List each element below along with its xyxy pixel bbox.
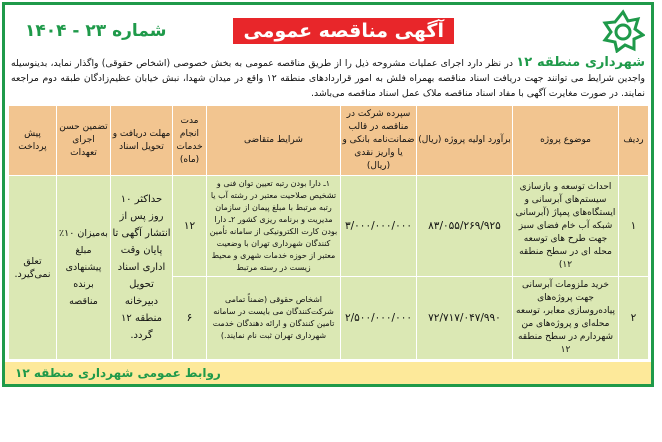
notice-title: آگهی مناقصه عمومی bbox=[233, 18, 454, 44]
row-no: ۱ bbox=[619, 176, 649, 277]
footer-text: روابط عمومی شهرداری منطقه ۱۲ bbox=[15, 366, 221, 380]
table-row bbox=[9, 176, 649, 277]
duration: ۶ bbox=[173, 277, 207, 360]
col-deadline: مهلت دریافت و تحویل اسناد bbox=[111, 106, 173, 176]
intro-paragraph bbox=[11, 55, 645, 101]
col-row-no: ردیف bbox=[619, 106, 649, 176]
intro-text: در نظر دارد اجرای عملیات مشروحه ذیل را از طریق مناقصه عمومی به بخش خصوصی (اشخاص حقوقی) واگذار نماید، بدینوسیله واجدین شرایط می توانند جهت دریافت اسناد مناقصه بهمراه فلش به امور قراردادهای منطقه ۱۲ واقع در میدان شهدا، نبش خیابان عظیم‌زادگان طبقه دوم مراجعه نمایند. در صورت مغایرت آگهی با مفاد اسناد مناقصه ملاک عمل اسناد مناقصه می‌باشد. bbox=[11, 58, 645, 99]
conditions: ۱ـ دارا بودن رتبه تعیین توان فنی و تشخیص صلاحیت معتبر در رشته آب یا رتبه مرتبط با مبلغ پیمان از سازمان مدیریت و برنامه ریزی کشور ۲ـ دارا بودن کارت الکترونیکی از سامانه تأمین کنندگان شهرداری تهران با وضعیت معتبر از حوزه خدمات شهری و محیط زیست در رسته مرتبط bbox=[207, 176, 341, 277]
col-duration: مدت انجام خدمات (ماه) bbox=[173, 106, 207, 176]
duration: ۱۲ bbox=[173, 176, 207, 277]
col-subject: موضوع پروژه bbox=[513, 106, 619, 176]
footer-bar bbox=[5, 362, 651, 384]
col-estimate: برآورد اولیه پروژه (ریال) bbox=[417, 106, 513, 176]
col-conditions: شرایط متقاضی bbox=[207, 106, 341, 176]
col-guarantee: تضمین حسن اجرای تعهدات bbox=[57, 106, 111, 176]
row-no: ۲ bbox=[619, 277, 649, 360]
subject: خرید ملزومات آبرسانی جهت پروژه‌های پیاده‌روسازی معابر، توسعه محله‌ای و پروژه‌های من شهردارم در سطح منطقه ۱۲ bbox=[513, 277, 619, 360]
notice-header bbox=[5, 5, 651, 55]
deadline: حداکثر ۱۰ روز پس از انتشار آگهی تا پایان وقت اداری اسناد تحویل دبیرخانه منطقه ۱۲ گردد. bbox=[111, 176, 173, 360]
conditions: اشخاص حقوقی (ضمناً تمامی شرکت‌کنندگان می بایست در سامانه تامین کنندگان و ارائه دهندگان خدمت شهرداری تهران ثبت نام نمایند.) bbox=[207, 277, 341, 360]
estimate: ۸۳/۰۵۵/۲۶۹/۹۲۵ bbox=[417, 176, 513, 277]
organization-name: شهرداری منطقه ۱۲ bbox=[516, 55, 645, 70]
estimate: ۷۲/۷۱۷/۰۴۷/۹۹۰ bbox=[417, 277, 513, 360]
subject: احداث توسعه و بازسازی سیستم‌های آبرسانی و ایستگاه‌های پمپاژ (آبرسانی شبکه آب خام فضای سبز جهت طرح های توسعه محله ای در سطح منطقه ۱۲) bbox=[513, 176, 619, 277]
col-deposit: سپرده شرکت در مناقصه در قالب ضمانت‌نامه بانکی و یا واریز نقدی (ریال) bbox=[341, 106, 417, 176]
tehran-municipality-logo-icon bbox=[601, 9, 645, 53]
tender-table bbox=[8, 105, 649, 360]
col-prepayment: پیش پرداخت bbox=[9, 106, 57, 176]
deposit: ۲/۵۰۰/۰۰۰/۰۰۰ bbox=[341, 277, 417, 360]
issue-number: شماره ۲۳ - ۱۴۰۴ bbox=[25, 21, 167, 41]
prepayment: تعلق نمی‌گیرد. bbox=[9, 176, 57, 360]
table-header-row bbox=[9, 106, 649, 176]
deposit: ۳/۰۰۰/۰۰۰/۰۰۰ bbox=[341, 176, 417, 277]
tender-notice bbox=[2, 2, 654, 387]
guarantee: به‌میزان ۱۰٪ مبلغ پیشنهادی برنده مناقصه bbox=[57, 176, 111, 360]
